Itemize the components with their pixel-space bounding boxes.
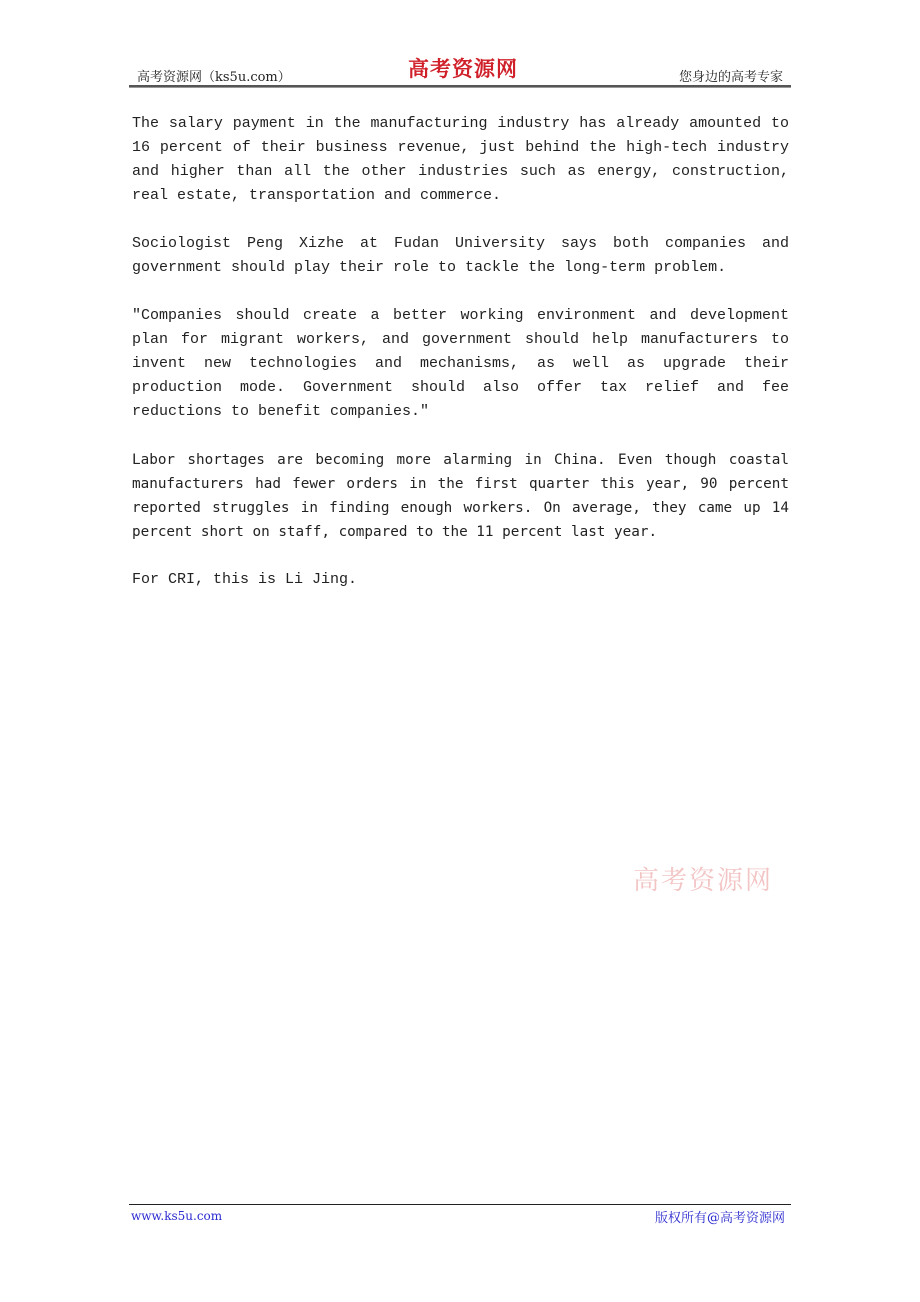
footer-divider bbox=[129, 1204, 791, 1205]
paragraph: For CRI, this is Li Jing. bbox=[132, 571, 358, 588]
watermark: 高考资源网 bbox=[633, 866, 774, 896]
footer-link[interactable]: www.ks5u.com bbox=[131, 1209, 223, 1223]
paragraph: Sociologist Peng Xizhe at Fudan University says both companies and government should play their role to tackle the long-term problem. bbox=[132, 235, 789, 276]
footer-copyright: 版权所有@高考资源网 bbox=[654, 1211, 785, 1226]
header-site-name: 高考资源网（ks5u.com） bbox=[137, 70, 291, 85]
header-logo: 高考资源网 bbox=[408, 56, 518, 81]
header-divider bbox=[129, 85, 791, 88]
document-body bbox=[132, 112, 789, 616]
paragraph: The salary payment in the manufacturing industry has already amounted to 16 percent of their business revenue, just behind the high-tech industry and higher than all the other industries such as energy, construction, real estate, transportation and commerce. bbox=[132, 115, 789, 204]
paragraph: Labor shortages are becoming more alarming in China. Even though coastal manufacturers had fewer orders in the first quarter this year, 90 percent reported struggles in finding enough workers. On average, they came up 14 percent short on staff, compared to the 11 percent last year. bbox=[132, 452, 789, 540]
header-slogan: 您身边的高考专家 bbox=[678, 70, 783, 85]
paragraph: "Companies should create a better working environment and development plan for migrant workers, and government should help manufacturers to invent new technologies and mechanisms, as well as upgrade their production mode. Government should also offer tax relief and fee reductions to benefit companies." bbox=[132, 307, 789, 420]
